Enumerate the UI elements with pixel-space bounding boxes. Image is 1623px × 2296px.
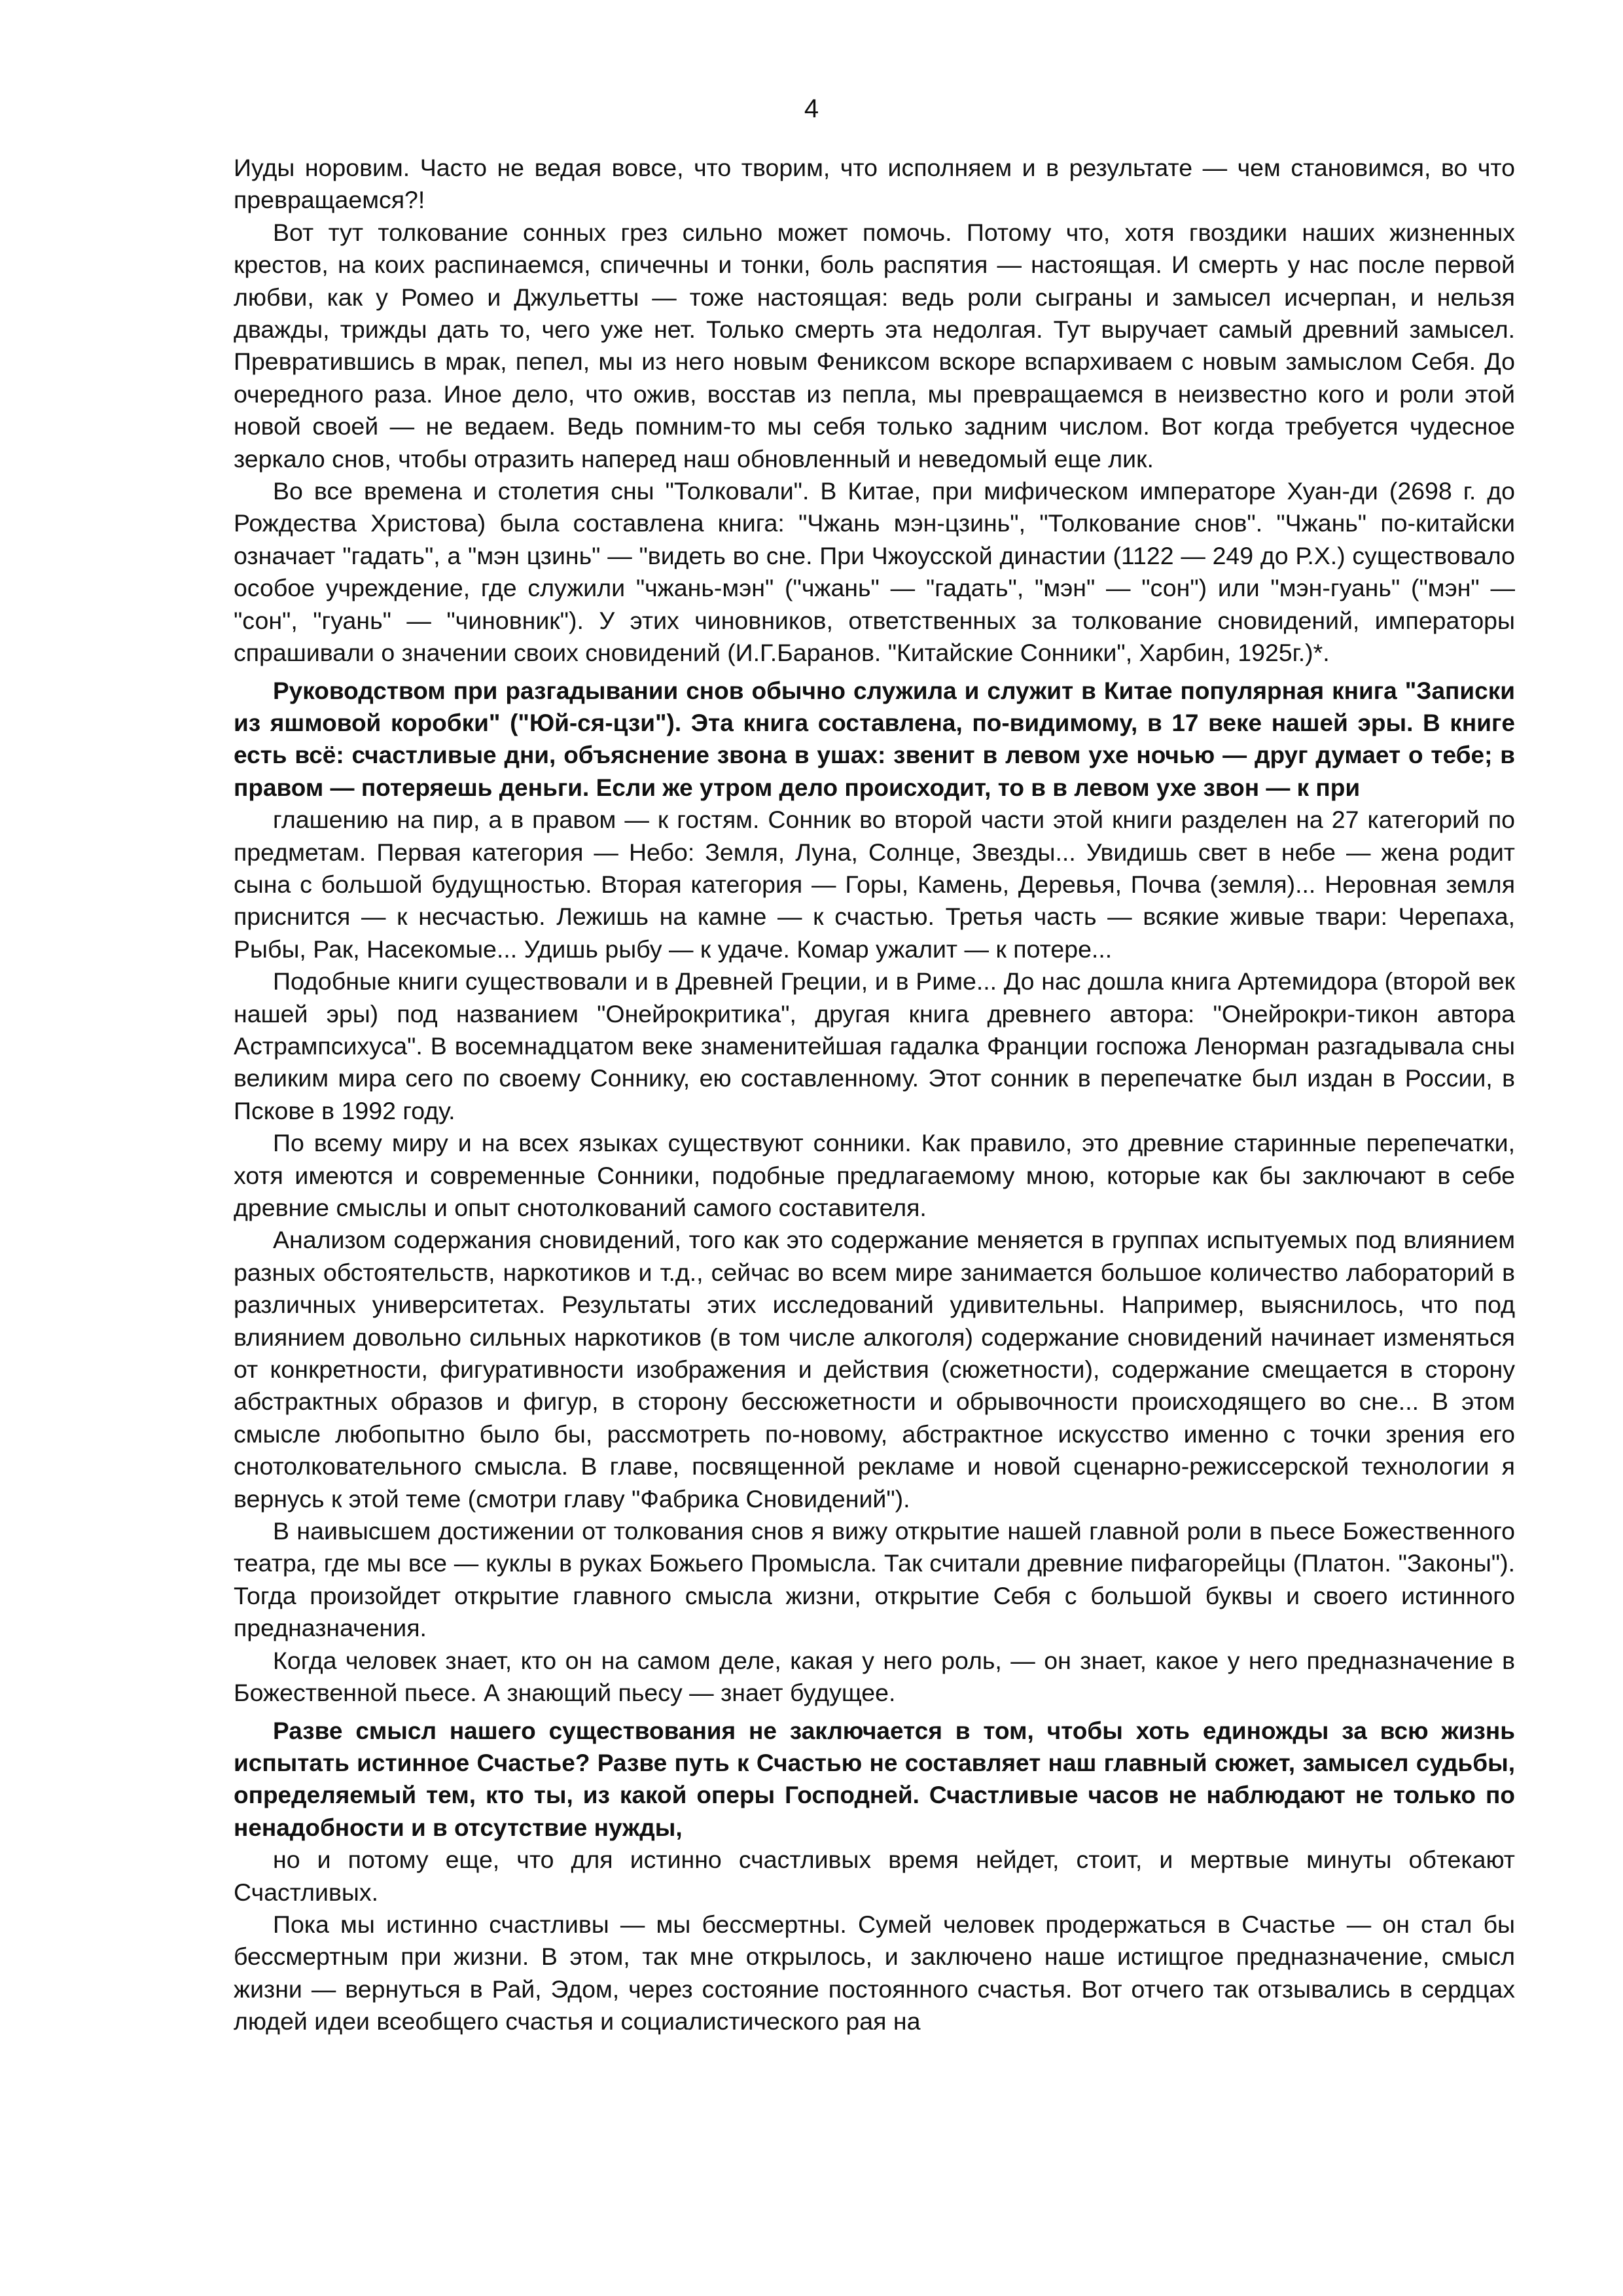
paragraph-1: Иуды норовим. Часто не ведая вовсе, что творим, что исполняем и в результате — чем становимся, во что превращаемся?! <box>234 154 1515 214</box>
paragraph-5-continuation: глашению на пир, а в правом — к гостям. Сонник во второй части этой книги разделен на 27 категорий по предметам. Первая категория — Небо: Земля, Луна, Солнце, Звезды... Увидишь свет в небе — жена родит сына с большой будущностью. Вторая категория — Горы, Камень, Деревья, Почва (земля)... Неровная земля приснится — к несчастью. Лежишь на камне — к счастью. Третья часть — всякие живые твари: Черепаха, Рыбы, Рак, Насекомые... Удишь рыбу — к удаче. Комар ужалит — к потере... <box>234 806 1515 963</box>
paragraph-8: Анализом содержания сновидений, того как это содержание меняется в группах испытуемых под влиянием разных обстоятельств, наркотиков и т.д., сейчас во всем мире занимается большое количество лабораторий в различных университетах. Результаты этих исследований удивительны. Например, выяснилось, что под влиянием довольно сильных наркотиков (в том числе алкоголя) содержание сновидений начинает изменяться от конкретности, фигуративности изображения и действия (сюжетности), содержание смещается в сторону абстрактных образов и фигур, в сторону бессюжетности и обрывочности происходящего во сне... В этом смысле любопытно было бы, рассмотреть по-новому, абстрактное искусство именно с точки зрения его снотолковательного смысла. В главе, посвященной рекламе и новой сценарно-режиссерской технологии я вернусь к этой теме (смотри главу "Фабрика Сновидений"). <box>234 1226 1515 1513</box>
paragraph-3: Во все времена и столетия сны "Толковали". В Китае, при мифическом императоре Хуан-ди (2698 г. до Рождества Христова) была составлена книга: "Чжань мэн-цзинь", "Толкование снов". "Чжань" по-китайски означает "гадать", а "мэн цзинь" — "видеть во сне. При Чжоусской династии (1122 — 249 до Р.Х.) существовало особое учреждение, где служили "чжань-мэн" ("чжань" — "гадать", "мэн" — "сон") или "мэн-гуань" ("мэн" — "сон", "гуань" — "чиновник"). У этих чиновников, ответственных за толкование сновидений, императоры спрашивали о значении своих сновидений (И.Г.Баранов. "Китайские Сонники", Харбин, 1925г.)*. <box>234 477 1515 667</box>
paragraph-4-bold: Руководством при разгадывании снов обычно служила и служит в Китае популярная книга "Записки из яшмовой коробки" ("Юй-ся-цзи"). Эта книга составлена, по-видимому, в 17 веке нашей эры. В книге есть всё: счастливые дни, объяснение звона в ушах: звенит в левом ухе ночью — друг думает о тебе; в правом — потеряешь деньги. Если же утром дело происходит, то в в левом ухе звон — к при <box>234 677 1515 801</box>
page-number: 4 <box>804 94 819 123</box>
paragraph-11-bold: Разве смысл нашего существования не заключается в том, чтобы хоть единожды за всю жизнь испытать истинное Счастье? Разве путь к Счастью не составляет наш главный сюжет, замысел судьбы, определяемый тем, кто ты, из какой оперы Господней. Счастливые часов не наблюдают не только по ненадобности и в отсутствие нужды, <box>234 1717 1515 1841</box>
paragraph-7: По всему миру и на всех языках существуют сонники. Как правило, это древние старинные перепечатки, хотя имеются и современные Сонники, подобные предлагаемому мною, которые как бы заключают в себе древние смыслы и опыт снотолкований самого составителя. <box>234 1129 1515 1221</box>
paragraph-12-continuation: но и потому еще, что для истинно счастливых время нейдет, стоит, и мертвые минуты обтекают Счастливых. <box>234 1846 1515 1906</box>
body-text <box>234 152 1515 2038</box>
paragraph-2: Вот тут толкование сонных грез сильно может помочь. Потому что, хотя гвоздики наших жизненных крестов, на коих распинаемся, спичечны и тонки, боль распятия — настоящая. И смерть у нас после первой любви, как у Ромео и Джульетты — тоже настоящая: ведь роли сыграны и замысел исчерпан, и нельзя дважды, трижды дать то, чего уже нет. Только смерть эта недолгая. Тут выручает самый древний замысел. Превратившись в мрак, пепел, мы из него новым Фениксом вскоре вспархиваем с новым замыслом Себя. До очередного раза. Иное дело, что ожив, восстав из пепла, мы превращаемся в неизвестно кого и роли этой новой своей — не ведаем. Ведь помним-то мы себя только задним числом. Вот когда требуется чудесное зеркало снов, чтобы отразить наперед наш обновленный и неведомый еще лик. <box>234 218 1515 473</box>
paragraph-13: Пока мы истинно счастливы — мы бессмертны. Сумей человек продержаться в Счастье — он стал бы бессмертным при жизни. В этом, так мне открылось, и заключено наше истищгое предназначение, смысл жизни — вернуться в Рай, Эдом, через состояние постоянного счастья. Вот отчего так отзывались в сердцах людей идеи всеобщего счастья и социалистического рая на <box>234 1910 1515 2036</box>
paragraph-6: Подобные книги существовали и в Древней Греции, и в Риме... До нас дошла книга Артемидора (второй век нашей эры) под названием "Онейрокритика", другая книга древнего автора: "Онейрокри-тикон автора Астрампсихуса". В восемнадцатом веке знаменитейшая гадалка Франции госпожа Ленорман разгадывала сны великим мира сего по своему Соннику, ею составленному. Этот сонник в перепечатке был издан в России, в Пскове в 1992 году. <box>234 967 1515 1124</box>
paragraph-10: Когда человек знает, кто он на самом деле, какая у него роль, — он знает, какое у него предназначение в Божественной пьесе. А знающий пьесу — знает будущее. <box>234 1646 1515 1707</box>
paragraph-9: В наивысшем достижении от толкования снов я вижу открытие нашей главной роли в пьесе Божественного театра, где мы все — куклы в руках Божьего Промысла. Так считали древние пифагорейцы (Платон. "Законы"). Тогда произойдет открытие главного смысла жизни, открытие Себя с большой буквы и своего истинного предназначения. <box>234 1517 1515 1642</box>
